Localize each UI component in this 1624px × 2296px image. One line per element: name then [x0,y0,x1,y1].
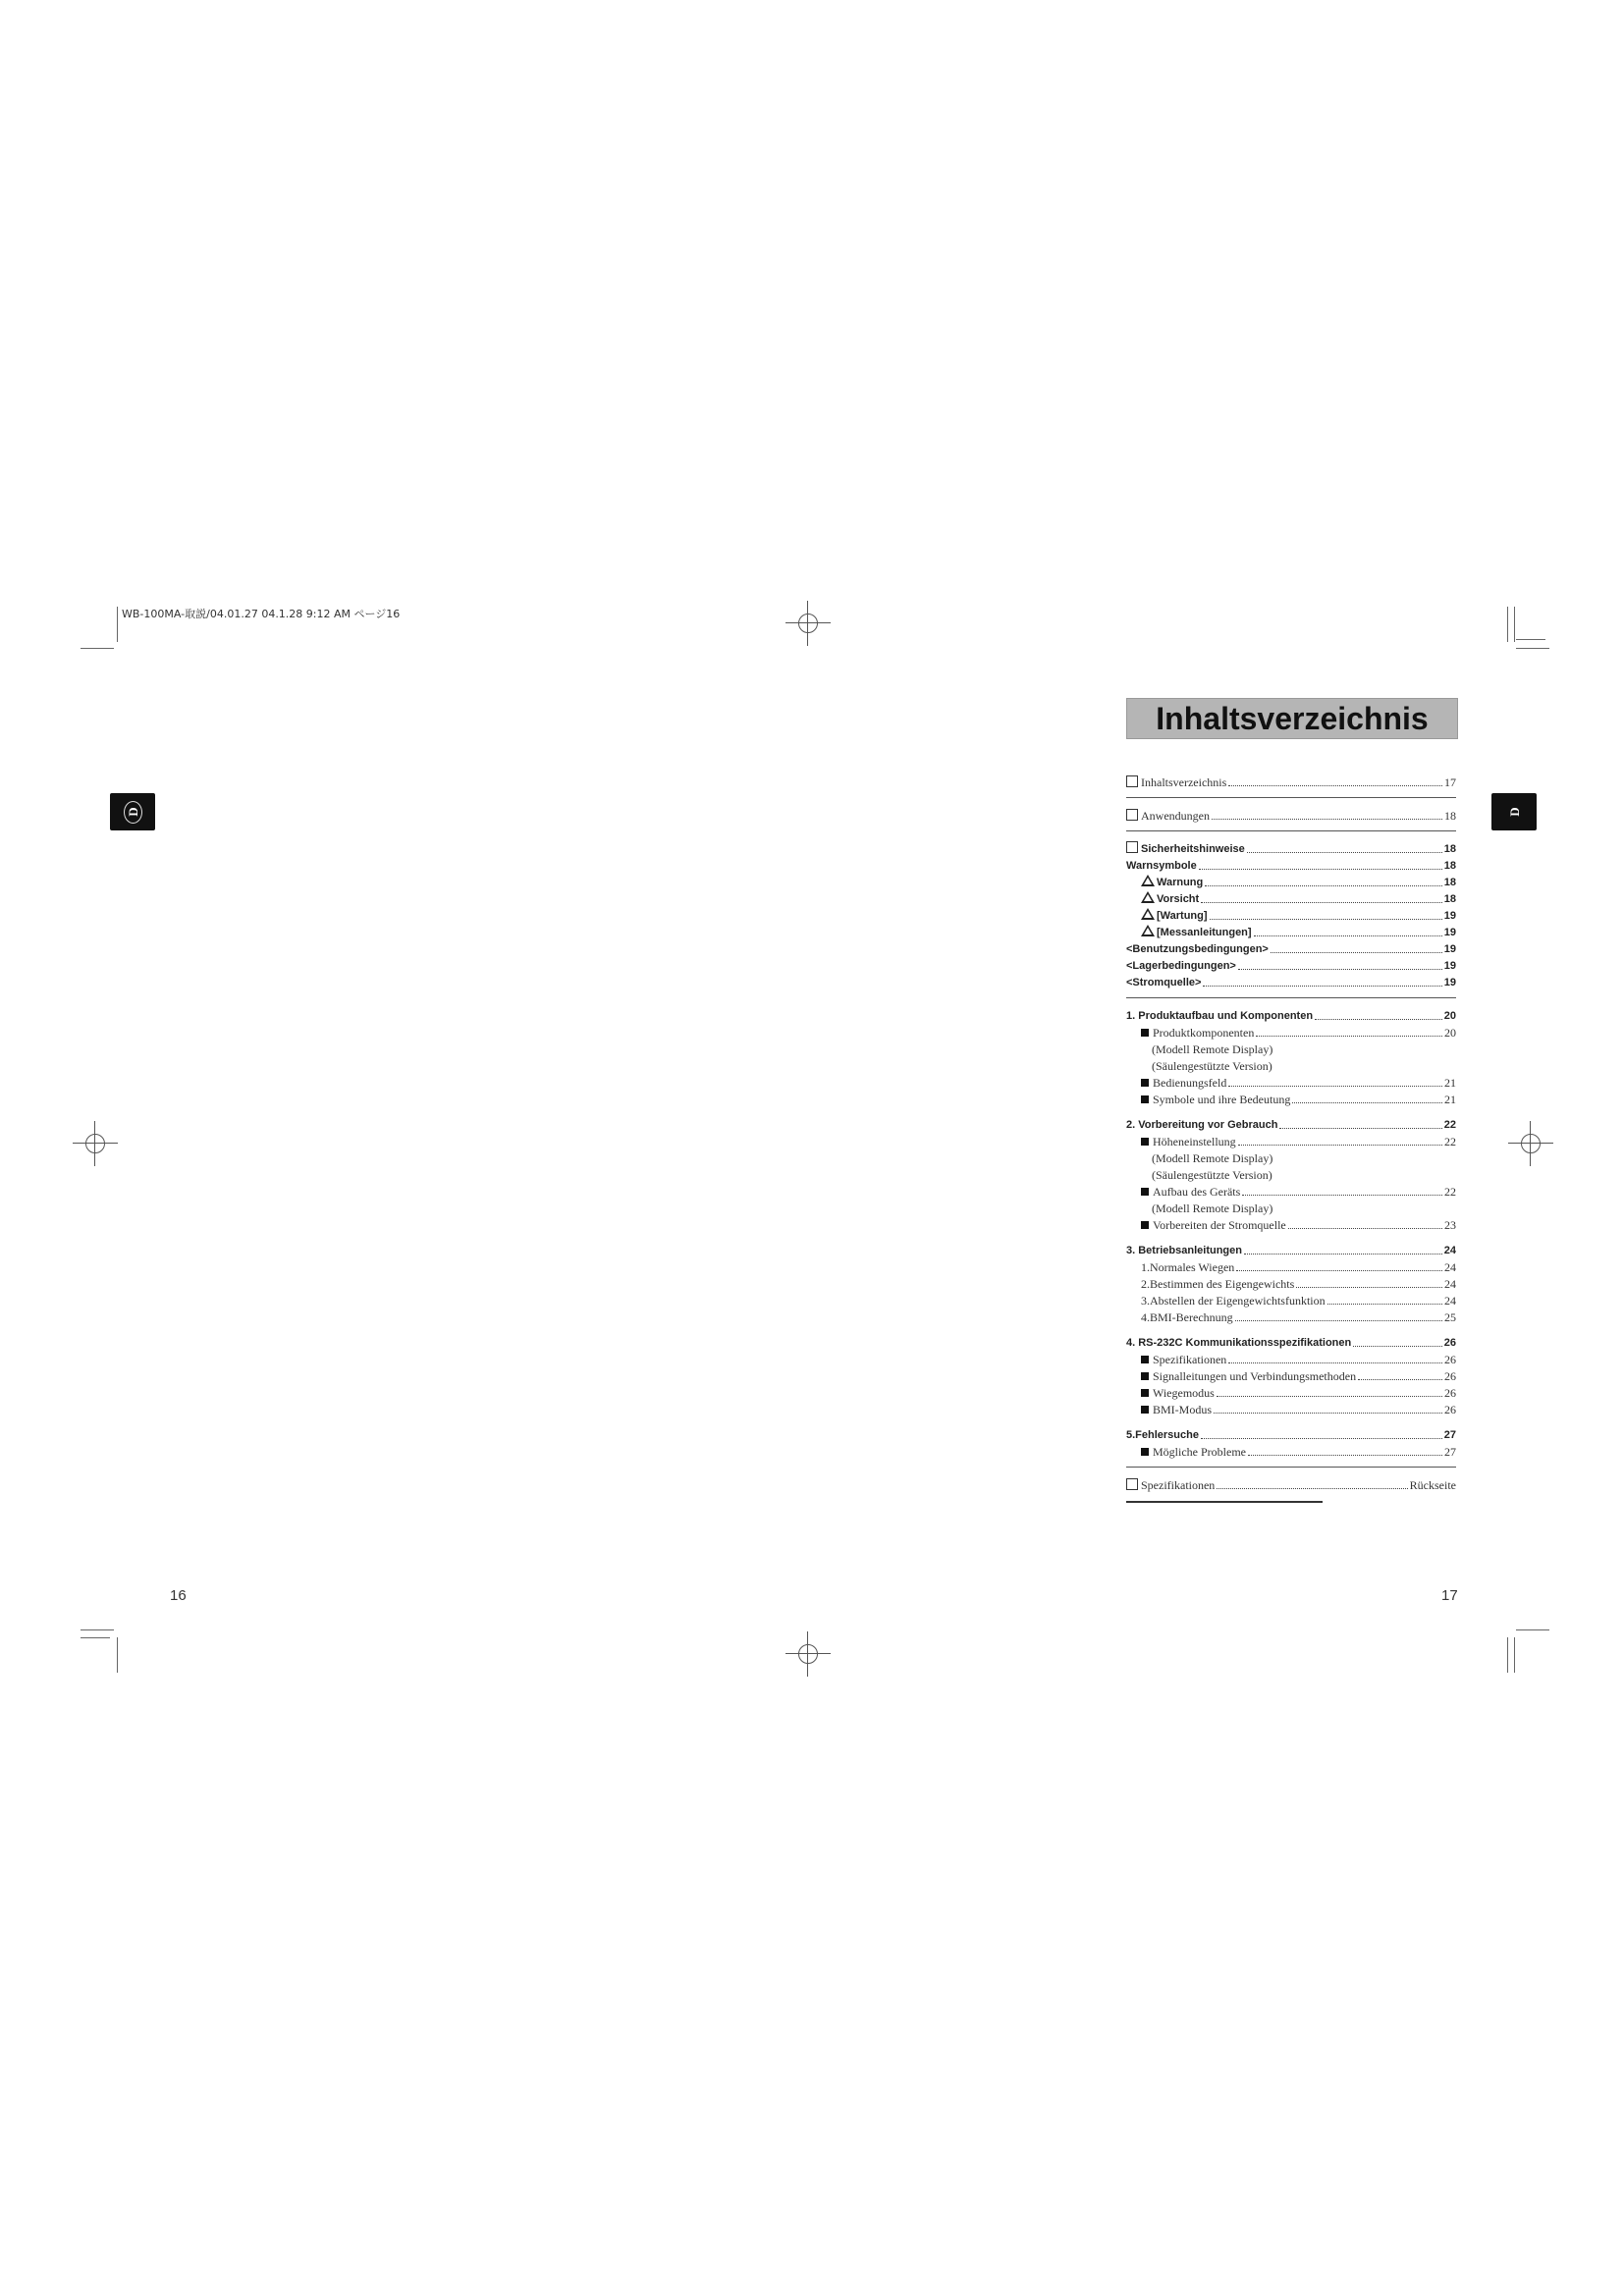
bullet-square-icon [1141,1389,1149,1397]
toc-subnote [1126,1200,1456,1216]
bullet-square-icon [1141,1406,1149,1414]
toc-entry-label: Mögliche Probleme [1153,1445,1246,1459]
registration-mark-right [1508,1121,1553,1166]
language-tab-right [1491,793,1537,830]
toc-entry-page: 26 [1444,1386,1456,1400]
toc-entry-page: 24 [1443,1245,1456,1256]
page-title: Inhaltsverzeichnis [1156,701,1429,736]
toc-entry[interactable] [1126,1074,1456,1091]
toc-entry-label: Produktkomponenten [1153,1026,1255,1040]
toc-entry-label: Anwendungen [1141,809,1210,823]
toc-entry-label: <Stromquelle> [1126,977,1202,988]
toc-entry[interactable] [1126,1275,1456,1292]
dot-leader [1353,1346,1442,1347]
toc-entry[interactable] [1126,807,1456,824]
dot-leader [1242,1195,1442,1196]
dot-leader [1254,935,1442,936]
dot-leader [1199,869,1442,870]
toc-entry-label: Spezifikationen [1141,1478,1216,1492]
toc-entry[interactable] [1126,857,1456,874]
toc-entry-label: 2. Vorbereitung vor Gebrauch [1126,1119,1278,1131]
toc-entry[interactable] [1126,774,1456,790]
toc-entry[interactable] [1126,874,1456,890]
print-header-slug: WB-100MA-取説/04.01.27 04.1.28 9:12 AM ページ16 [122,608,401,620]
registration-mark-bottom [785,1631,831,1677]
toc-entry[interactable] [1126,1292,1456,1308]
toc-entry-label: Signalleitungen und Verbindungsmethoden [1153,1369,1357,1383]
toc-subnote [1126,1149,1456,1166]
tab-letter-right: D [1507,807,1522,817]
dot-leader [1203,986,1441,987]
toc-entry-page: 19 [1443,910,1456,922]
toc-entry-label: Aufbau des Geräts [1153,1185,1241,1199]
toc-entry-label: 2.Bestimmen des Eigengewichts [1141,1277,1295,1291]
toc-entry-label: 4. RS-232C Kommunikationsspezifikationen [1126,1337,1352,1349]
toc-entry[interactable] [1126,1443,1456,1460]
toc-entry[interactable] [1126,924,1456,940]
toc-entry-page: 20 [1444,1026,1456,1040]
checkbox-icon [1126,841,1138,853]
toc-subnote [1126,1166,1456,1183]
toc-entry-page: 26 [1444,1353,1456,1366]
dot-leader [1235,1320,1442,1321]
toc-entry-label: BMI-Modus [1153,1403,1213,1416]
toc-entry-label: Wiegemodus [1153,1386,1215,1400]
warning-triangle-icon [1141,875,1155,886]
toc-entry-page: 22 [1444,1185,1456,1199]
toc-entry-label: Vorsicht [1157,893,1200,905]
toc-entry-page: 22 [1444,1135,1456,1148]
tab-letter-left: D [126,807,140,817]
warning-triangle-icon [1141,891,1155,903]
dot-leader [1205,885,1442,886]
toc-entry-page: 21 [1444,1076,1456,1090]
dot-leader [1217,1396,1442,1397]
toc-entry[interactable] [1126,1183,1456,1200]
dot-leader [1210,919,1442,920]
dot-leader [1201,1438,1442,1439]
toc-entry-page: 18 [1443,877,1456,888]
dot-leader [1201,902,1442,903]
toc-entry-page: 26 [1444,1403,1456,1416]
toc-entry-page: 26 [1444,1369,1456,1383]
dot-leader [1248,1455,1442,1456]
toc-section-heading[interactable] [1126,840,1456,857]
bullet-square-icon [1141,1188,1149,1196]
toc-entry-label: Spezifikationen [1153,1353,1227,1366]
toc-entry[interactable] [1126,1024,1456,1041]
section-gap [1126,1325,1456,1334]
bullet-square-icon [1141,1372,1149,1380]
toc-entry-page: 27 [1443,1429,1456,1441]
dot-leader [1238,1145,1442,1146]
section-divider [1126,797,1456,798]
toc-entry-page: 23 [1444,1218,1456,1232]
toc-entry-label: 1. Produktaufbau und Komponenten [1126,1010,1314,1022]
toc-section-heading[interactable] [1126,1426,1456,1443]
bullet-square-icon [1141,1448,1149,1456]
dot-leader [1236,1270,1442,1271]
toc-entry[interactable] [1126,957,1456,974]
toc-entry-page: 19 [1443,927,1456,938]
toc-entry-page: 26 [1443,1337,1456,1349]
toc-end-rule [1126,1501,1323,1503]
toc-entry-label: [Wartung] [1157,910,1208,922]
toc-entry-page: 24 [1444,1260,1456,1274]
dot-leader [1217,1488,1407,1489]
section-divider [1126,830,1456,831]
checkbox-icon [1126,775,1138,787]
toc-entry-page: 24 [1444,1277,1456,1291]
section-gap [1126,1107,1456,1116]
bullet-square-icon [1141,1029,1149,1037]
dot-leader [1292,1102,1442,1103]
dot-leader [1228,785,1442,786]
toc-entry[interactable] [1126,940,1456,957]
page-number-right: 17 [1441,1587,1458,1604]
toc-entry-page: 18 [1443,860,1456,872]
toc-entry-page: 22 [1443,1119,1456,1131]
dot-leader [1296,1287,1442,1288]
toc-entry-label: (Modell Remote Display) [1152,1042,1273,1056]
language-tab-left [110,793,155,830]
section-gap [1126,1233,1456,1242]
bullet-square-icon [1141,1356,1149,1363]
toc-entry-page: 19 [1443,943,1456,955]
toc-title-box [1126,698,1458,739]
warning-triangle-icon [1141,908,1155,920]
checkbox-icon [1126,809,1138,821]
toc-entry[interactable] [1126,1384,1456,1401]
section-divider [1126,1467,1456,1468]
toc-entry-label: Vorbereiten der Stromquelle [1153,1218,1286,1232]
toc-entry-label: (Modell Remote Display) [1152,1151,1273,1165]
warning-triangle-icon [1141,925,1155,936]
toc-subnote [1126,1041,1456,1057]
toc-entry-label: Warnsymbole [1126,860,1197,872]
bullet-square-icon [1141,1095,1149,1103]
toc-entry-label: Symbole und ihre Bedeutung [1153,1093,1291,1106]
toc-entry-page: 25 [1444,1310,1456,1324]
toc-entry[interactable] [1126,1308,1456,1325]
toc-entry-page: Rückseite [1409,1478,1456,1492]
toc-entry-label: Warnung [1157,877,1204,888]
toc-entry[interactable] [1126,1476,1456,1493]
dot-leader [1247,852,1442,853]
toc-entry[interactable] [1126,890,1456,907]
toc-entry-label: (Säulengestützte Version) [1152,1059,1272,1073]
bullet-square-icon [1141,1138,1149,1146]
dot-leader [1279,1128,1441,1129]
toc-entry[interactable] [1126,1091,1456,1107]
toc-entry-label: 3.Abstellen der Eigengewichtsfunktion [1141,1294,1326,1308]
toc-entry-label: Bedienungsfeld [1153,1076,1227,1090]
page-number-left: 16 [170,1587,187,1604]
toc-entry-page: 24 [1444,1294,1456,1308]
dot-leader [1271,952,1442,953]
section-divider [1126,997,1456,998]
toc-entry[interactable] [1126,1367,1456,1384]
toc-entry-page: 20 [1443,1010,1456,1022]
toc-entry[interactable] [1126,907,1456,924]
toc-entry-label: 1.Normales Wiegen [1141,1260,1235,1274]
toc-section-heading[interactable] [1126,1116,1456,1133]
dot-leader [1244,1254,1442,1255]
dot-leader [1315,1019,1442,1020]
toc-entry-label: Sicherheitshinweise [1141,843,1245,855]
toc-section-heading[interactable] [1126,1242,1456,1258]
toc-entry[interactable] [1126,1216,1456,1233]
registration-mark-top [785,601,831,646]
dot-leader [1288,1228,1442,1229]
dot-leader [1327,1304,1442,1305]
dot-leader [1256,1036,1442,1037]
dot-leader [1228,1086,1442,1087]
toc-entry[interactable] [1126,1351,1456,1367]
toc-entry-label: [Messanleitungen] [1157,927,1252,938]
toc-entry-label: 4.BMI-Berechnung [1141,1310,1233,1324]
toc-entry-page: 17 [1444,775,1456,789]
section-gap [1126,1417,1456,1426]
toc-entry-label: Höheneinstellung [1153,1135,1236,1148]
dot-leader [1214,1413,1442,1414]
toc-entry-label: 3. Betriebsanleitungen [1126,1245,1242,1256]
bullet-square-icon [1141,1221,1149,1229]
table-of-contents [1126,774,1456,1493]
toc-entry-page: 19 [1443,960,1456,972]
bullet-square-icon [1141,1079,1149,1087]
toc-entry-page: 27 [1444,1445,1456,1459]
toc-entry[interactable] [1126,974,1456,990]
toc-entry-label: Inhaltsverzeichnis [1141,775,1227,789]
toc-entry-label: <Lagerbedingungen> [1126,960,1236,972]
toc-entry[interactable] [1126,1133,1456,1149]
dot-leader [1358,1379,1442,1380]
toc-entry-page: 18 [1443,843,1456,855]
toc-entry-page: 19 [1443,977,1456,988]
toc-entry[interactable] [1126,1401,1456,1417]
toc-entry-page: 18 [1444,809,1456,823]
toc-entry[interactable] [1126,1258,1456,1275]
dot-leader [1238,969,1442,970]
toc-entry-label: <Benutzungsbedingungen> [1126,943,1269,955]
dot-leader [1228,1362,1442,1363]
dot-leader [1212,819,1442,820]
toc-subnote [1126,1057,1456,1074]
toc-entry-label: 5.Fehlersuche [1126,1429,1199,1441]
checkbox-icon [1126,1478,1138,1490]
registration-mark-left [73,1121,118,1166]
toc-entry-page: 18 [1443,893,1456,905]
toc-section-heading[interactable] [1126,1334,1456,1351]
toc-section-heading[interactable] [1126,1007,1456,1024]
toc-entry-page: 21 [1444,1093,1456,1106]
toc-entry-label: (Modell Remote Display) [1152,1201,1273,1215]
toc-entry-label: (Säulengestützte Version) [1152,1168,1272,1182]
